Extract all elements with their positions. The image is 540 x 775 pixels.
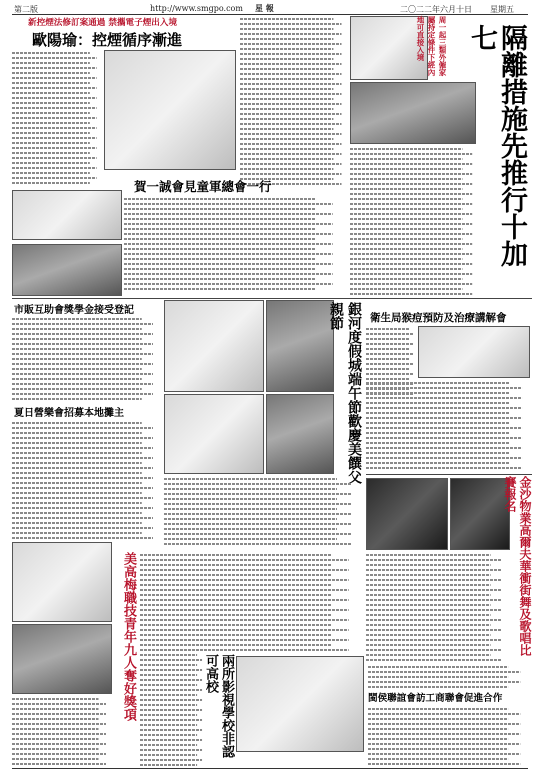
body-text-texture [12,160,102,188]
issue-weekday: 星期五 [490,5,514,14]
right-vertical-title: 金沙物業高爾夫華衝街舞及歌唱比賽報名 [503,476,532,656]
top-right-body [350,146,480,296]
body-text-texture [12,420,162,540]
press-conference-photo-2 [350,82,476,144]
couple-photo [164,300,264,392]
body-text-texture [12,316,162,402]
delegation-photo [236,656,364,752]
body-text-texture [12,696,112,766]
center-bottom-title: 兩所影視學校非認可高校 [203,654,234,758]
top-left-body-2 [12,160,102,188]
header-rule [12,14,528,15]
body-text-texture [368,664,530,688]
e-cigarette-photo [104,50,236,170]
bottom-center-body [140,552,362,652]
center-vertical-title: 銀河度假城端午節歡慶美饌父親節 [328,302,362,484]
body-text-texture [368,706,530,766]
right-bottom-body [368,706,530,766]
body-text-texture [240,16,348,186]
issue-date: 二〇二二年六月十日 [400,5,472,14]
left-mid2-title: 夏日營樂會招募本地攤主 [14,408,124,419]
masthead: 星 報 [255,3,274,13]
section-rule-1 [12,298,532,299]
right-vertical-body [366,552,510,662]
award-photo-1 [12,542,112,622]
body-text-texture [12,50,102,160]
top-left-body [12,50,102,160]
body-text-texture [164,476,364,548]
center-body [164,476,364,548]
body-text-texture [140,552,362,652]
dance-poster-1 [366,478,448,550]
left-bottom-title: 美高梅職技青年九人奪好獎項 [121,552,136,721]
bottom-center-body-2 [140,652,206,766]
body-text-texture [124,196,346,294]
top-right-title: 隔離措施先推行十加七 [466,24,527,267]
footer-rule [12,768,528,769]
section-rule-2 [366,474,532,475]
site-url: http://www.smgpo.com [150,4,243,13]
right-mid-body-2 [366,380,532,472]
middle-title: 賀一誠會見童軍總會一行 [134,179,272,194]
body-text-texture [140,652,206,766]
page-number: 第二版 [14,5,38,14]
award-photo-2 [12,624,112,694]
restaurant-photo [266,394,334,474]
top-middle-body [240,16,348,186]
health-bureau-photo [418,326,530,378]
group-photo [12,244,122,296]
right-mid-title: 衛生局猴痘預防及治療講解會 [370,312,507,324]
left-mid1-title: 市販互助會獎學金接受登記 [14,305,134,316]
left-mid1-body [12,316,162,402]
meeting-photo [12,190,122,240]
food-photo-2 [164,394,264,474]
right-bottom-body-top [368,664,530,688]
top-right-subtitle: 周一起三類外僱家屬持定條件下經內地可直接入境 [416,16,447,76]
right-bottom-title: 閩侯聯誼會訪工商聯會促進合作 [368,693,503,704]
body-text-texture [350,146,480,296]
dance-poster-2 [450,478,510,550]
body-text-texture [366,380,532,472]
top-left-title: 歐陽瑜：控煙循序漸進 [32,31,183,49]
top-left-kicker: 新控煙法修訂案通過 禁攜電子煙出入境 [28,18,178,28]
left-bottom-body [12,696,112,766]
middle-body [124,196,346,294]
body-text-texture [366,552,510,662]
food-photo-1 [266,300,334,392]
left-mid2-body [12,420,162,540]
